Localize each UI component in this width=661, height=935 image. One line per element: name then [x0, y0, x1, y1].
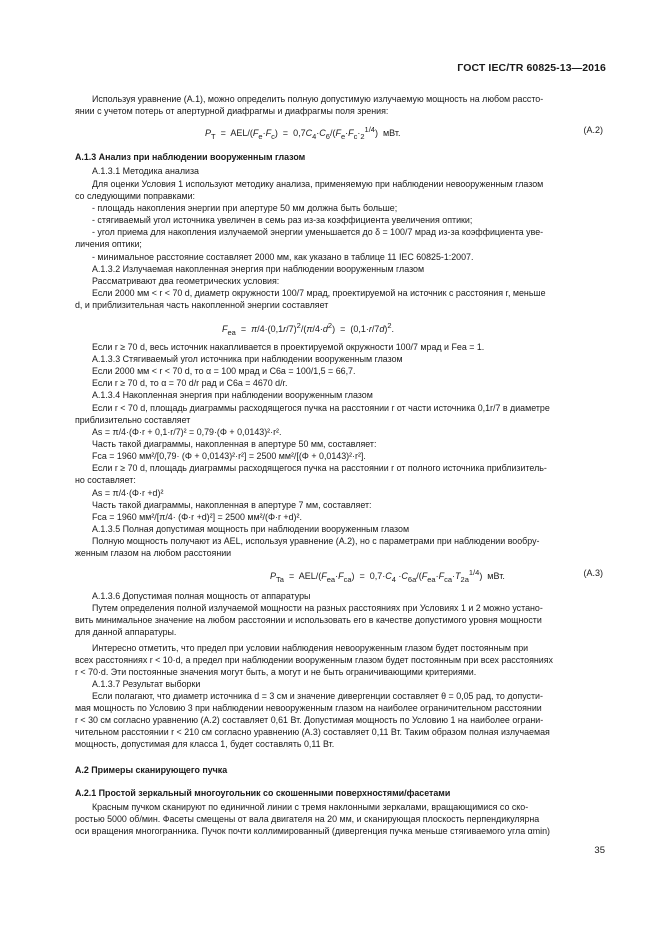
equation-a2: $P_T = AEL/(F_e\cdot F_c) = 0,7C_4\cdot C_6/(F_e\cdot F_c\cdot_2^{1/4})$ мВт. — [205, 125, 401, 141]
subsection-heading: A.1.3.2 Излучаемая накопленная энергия при наблюдении вооруженным глазом — [92, 264, 425, 274]
text-line: d, и приблизительная часть накопленной энергии составляет — [75, 300, 329, 310]
text-line: Часть такой диаграммы, накопленная в апертуре 50 мм, составляет: — [92, 439, 377, 449]
text-line: Если 2000 мм < r < 70 d, то α = 100 мрад и C6a = 100/1,5 = 66,7. — [92, 366, 356, 376]
subsection-heading: A.1.3.5 Полная допустимая мощность при наблюдении вооруженным глазом — [92, 524, 410, 534]
text-line: вить минимальное значение на любом расстоянии и использовать его в качестве допустимого уровня мощности — [75, 615, 542, 625]
equation-number: (A.3) — [583, 568, 603, 578]
text-line: ростью 5000 об/мин. Фасеты смещены от вала двигателя на 20 мм, и сканирующая плоскость перпендикулярна — [75, 814, 540, 824]
text-line: Часть такой диаграммы, накопленная в апертуре 7 мм, составляет: — [92, 500, 372, 510]
text-line: Полную мощность получают из AEL, используя уравнение (A.2), но с параметрами при наблюдении вообру- — [92, 536, 540, 546]
text-line: r < 30 см согласно уравнению (A.2) составляет 0,61 Вт. Допустимая мощность по Условию 1 на наиболее ограни- — [75, 715, 544, 725]
section-heading: A.2.1 Простой зеркальный многоугольник со скошенными поверхностями/фасетами — [75, 788, 451, 798]
formula-line: As = π/4·(Φ·r + 0,1·r/7)² = 0,79·(Φ + 0,0143)²·r². — [92, 427, 282, 437]
text-line: оси вращения многогранника. Пучок почти коллимированный (дивергенция пучка меньше стягиваемого угла αmin) — [75, 826, 551, 836]
equation-a3: $P_{Ta} = AEL/(F_{ea}\cdot F_{ca}) = 0,7\cdot C_4 \cdot C_{6a}/(F_{ea}\cdot F_{ca}\cdot T_{2a}^{1/4})$ мВт. — [270, 568, 505, 584]
text-line: r < 70·d. Эти постоянные значения могут быть, а могут и не быть ограничивающими критериями. — [75, 667, 477, 677]
list-item: - угол приема для накопления излучаемой энергии уменьшается до δ = 100/7 мрад из-за коэффициента уве- — [92, 227, 544, 237]
text-line: Рассматривают два геометрических условия: — [92, 276, 280, 286]
page-number: 35 — [594, 845, 605, 856]
text-line: чительном расстоянии r < 210 см согласно уравнению (A.3) составляет 0,11 Вт. Таким образом полная излучаемая — [75, 727, 550, 737]
text-line: Для оценки Условия 1 используют методику анализа, применяемую при наблюдении невооруженным глазом — [92, 179, 544, 189]
subsection-heading: A.1.3.1 Методика анализа — [92, 166, 199, 176]
text-line: Используя уравнение (A.1), можно определить полную допустимую излучаемую мощность на любом рассто- — [92, 94, 544, 104]
text-line: для данной аппаратуры. — [75, 627, 177, 637]
document-header: ГОСТ IEC/TR 60825-13—2016 — [457, 62, 606, 74]
text-line: Интересно отметить, что предел при условии наблюдения невооруженным глазом будет постоянным при — [92, 643, 529, 653]
text-line: всех расстояниях r < 10·d, а предел при наблюдении вооруженным глазом будет постоянным при всех расстояниях — [75, 655, 553, 665]
list-item: - площадь накопления энергии при апертуре 50 мм должна быть больше; — [92, 203, 398, 213]
text-line: Если r ≥ 70 d, площадь диаграммы расходящегося пучка на расстоянии r от полного источника приблизитель- — [92, 463, 547, 473]
text-line: янии с учетом потерь от апертурной диафрагмы и диафрагмы поля зрения: — [75, 106, 389, 116]
text-line: Если r < 70 d, площадь диаграммы расходящегося пучка на расстоянии r от части источника 0,1r/7 в диаметре — [92, 403, 550, 413]
subsection-heading: A.1.3.4 Накопленная энергия при наблюдении вооруженным глазом — [92, 390, 373, 400]
equation-fea: $F_{ea} = \pi/4\cdot(0,1r/7)^2/(\pi/4\cdot d^2) = (0,1\cdot r/7d)^2$. — [222, 321, 395, 337]
text-line: мая мощность по Условию 3 при наблюдении невооруженным глазом на наиболее ограничительном расстоянии — [75, 703, 542, 713]
text-line: Если полагают, что диаметр источника d = 3 см и значение дивергенции составляет θ = 0,05 рад, то допусти- — [92, 691, 543, 701]
text-line: мощность, допустимая для класса 1, будет составлять 0,11 Вт. — [75, 739, 335, 749]
equation-number: (A.2) — [583, 125, 603, 135]
text-line: Если r ≥ 70 d, весь источник накапливается в проектируемой окружности 100/7 мрад и Fea = 1. — [92, 342, 485, 352]
text-line: со следующими поправками: — [75, 191, 196, 201]
section-heading: A.1.3 Анализ при наблюдении вооруженным глазом — [75, 152, 306, 162]
formula-line: Fca = 1960 мм²/[π/4· (Φ·r +d)²] = 2500 мм²/(Φ·r +d)². — [92, 512, 302, 522]
formula-line: As = π/4·(Φ·r +d)² — [92, 488, 164, 498]
subsection-heading: A.1.3.6 Допустимая полная мощность от аппаратуры — [92, 591, 311, 601]
formula-line: Fca = 1960 мм²/[0,79· (Φ + 0,0143)²·r²] = 2500 мм²/[(Φ + 0,0143)²·r²]. — [92, 451, 366, 461]
section-heading: A.2 Примеры сканирующего пучка — [75, 765, 228, 775]
text-line: Путем определения полной излучаемой мощности на разных расстояниях при Условиях 1 и 2 можно устано- — [92, 603, 543, 613]
text-line: приблизительно составляет — [75, 415, 191, 425]
subsection-heading: A.1.3.7 Результат выборки — [92, 679, 201, 689]
list-item: - минимальное расстояние составляет 2000 мм, как указано в таблице 11 IEC 60825-1:2007. — [92, 252, 474, 262]
list-item: личения оптики; — [75, 239, 142, 249]
text-line: Если r ≥ 70 d, то α = 70 d/r рад и C6a = 4670 d/r. — [92, 378, 288, 388]
text-line: Если 2000 мм < r < 70 d, диаметр окружности 100/7 мрад, проектируемой на источник с расстояния r, меньше — [92, 288, 546, 298]
text-line: но составляет: — [75, 475, 136, 485]
text-line: Красным пучком сканируют по единичной линии с тремя наклонными зеркалами, вращающимися со ско- — [92, 802, 529, 812]
subsection-heading: A.1.3.3 Стягиваемый угол источника при наблюдении вооруженным глазом — [92, 354, 403, 364]
text-line: женным глазом на любом расстоянии — [75, 548, 232, 558]
list-item: - стягиваемый угол источника увеличен в семь раз из-за коэффициента увеличения оптики; — [92, 215, 473, 225]
